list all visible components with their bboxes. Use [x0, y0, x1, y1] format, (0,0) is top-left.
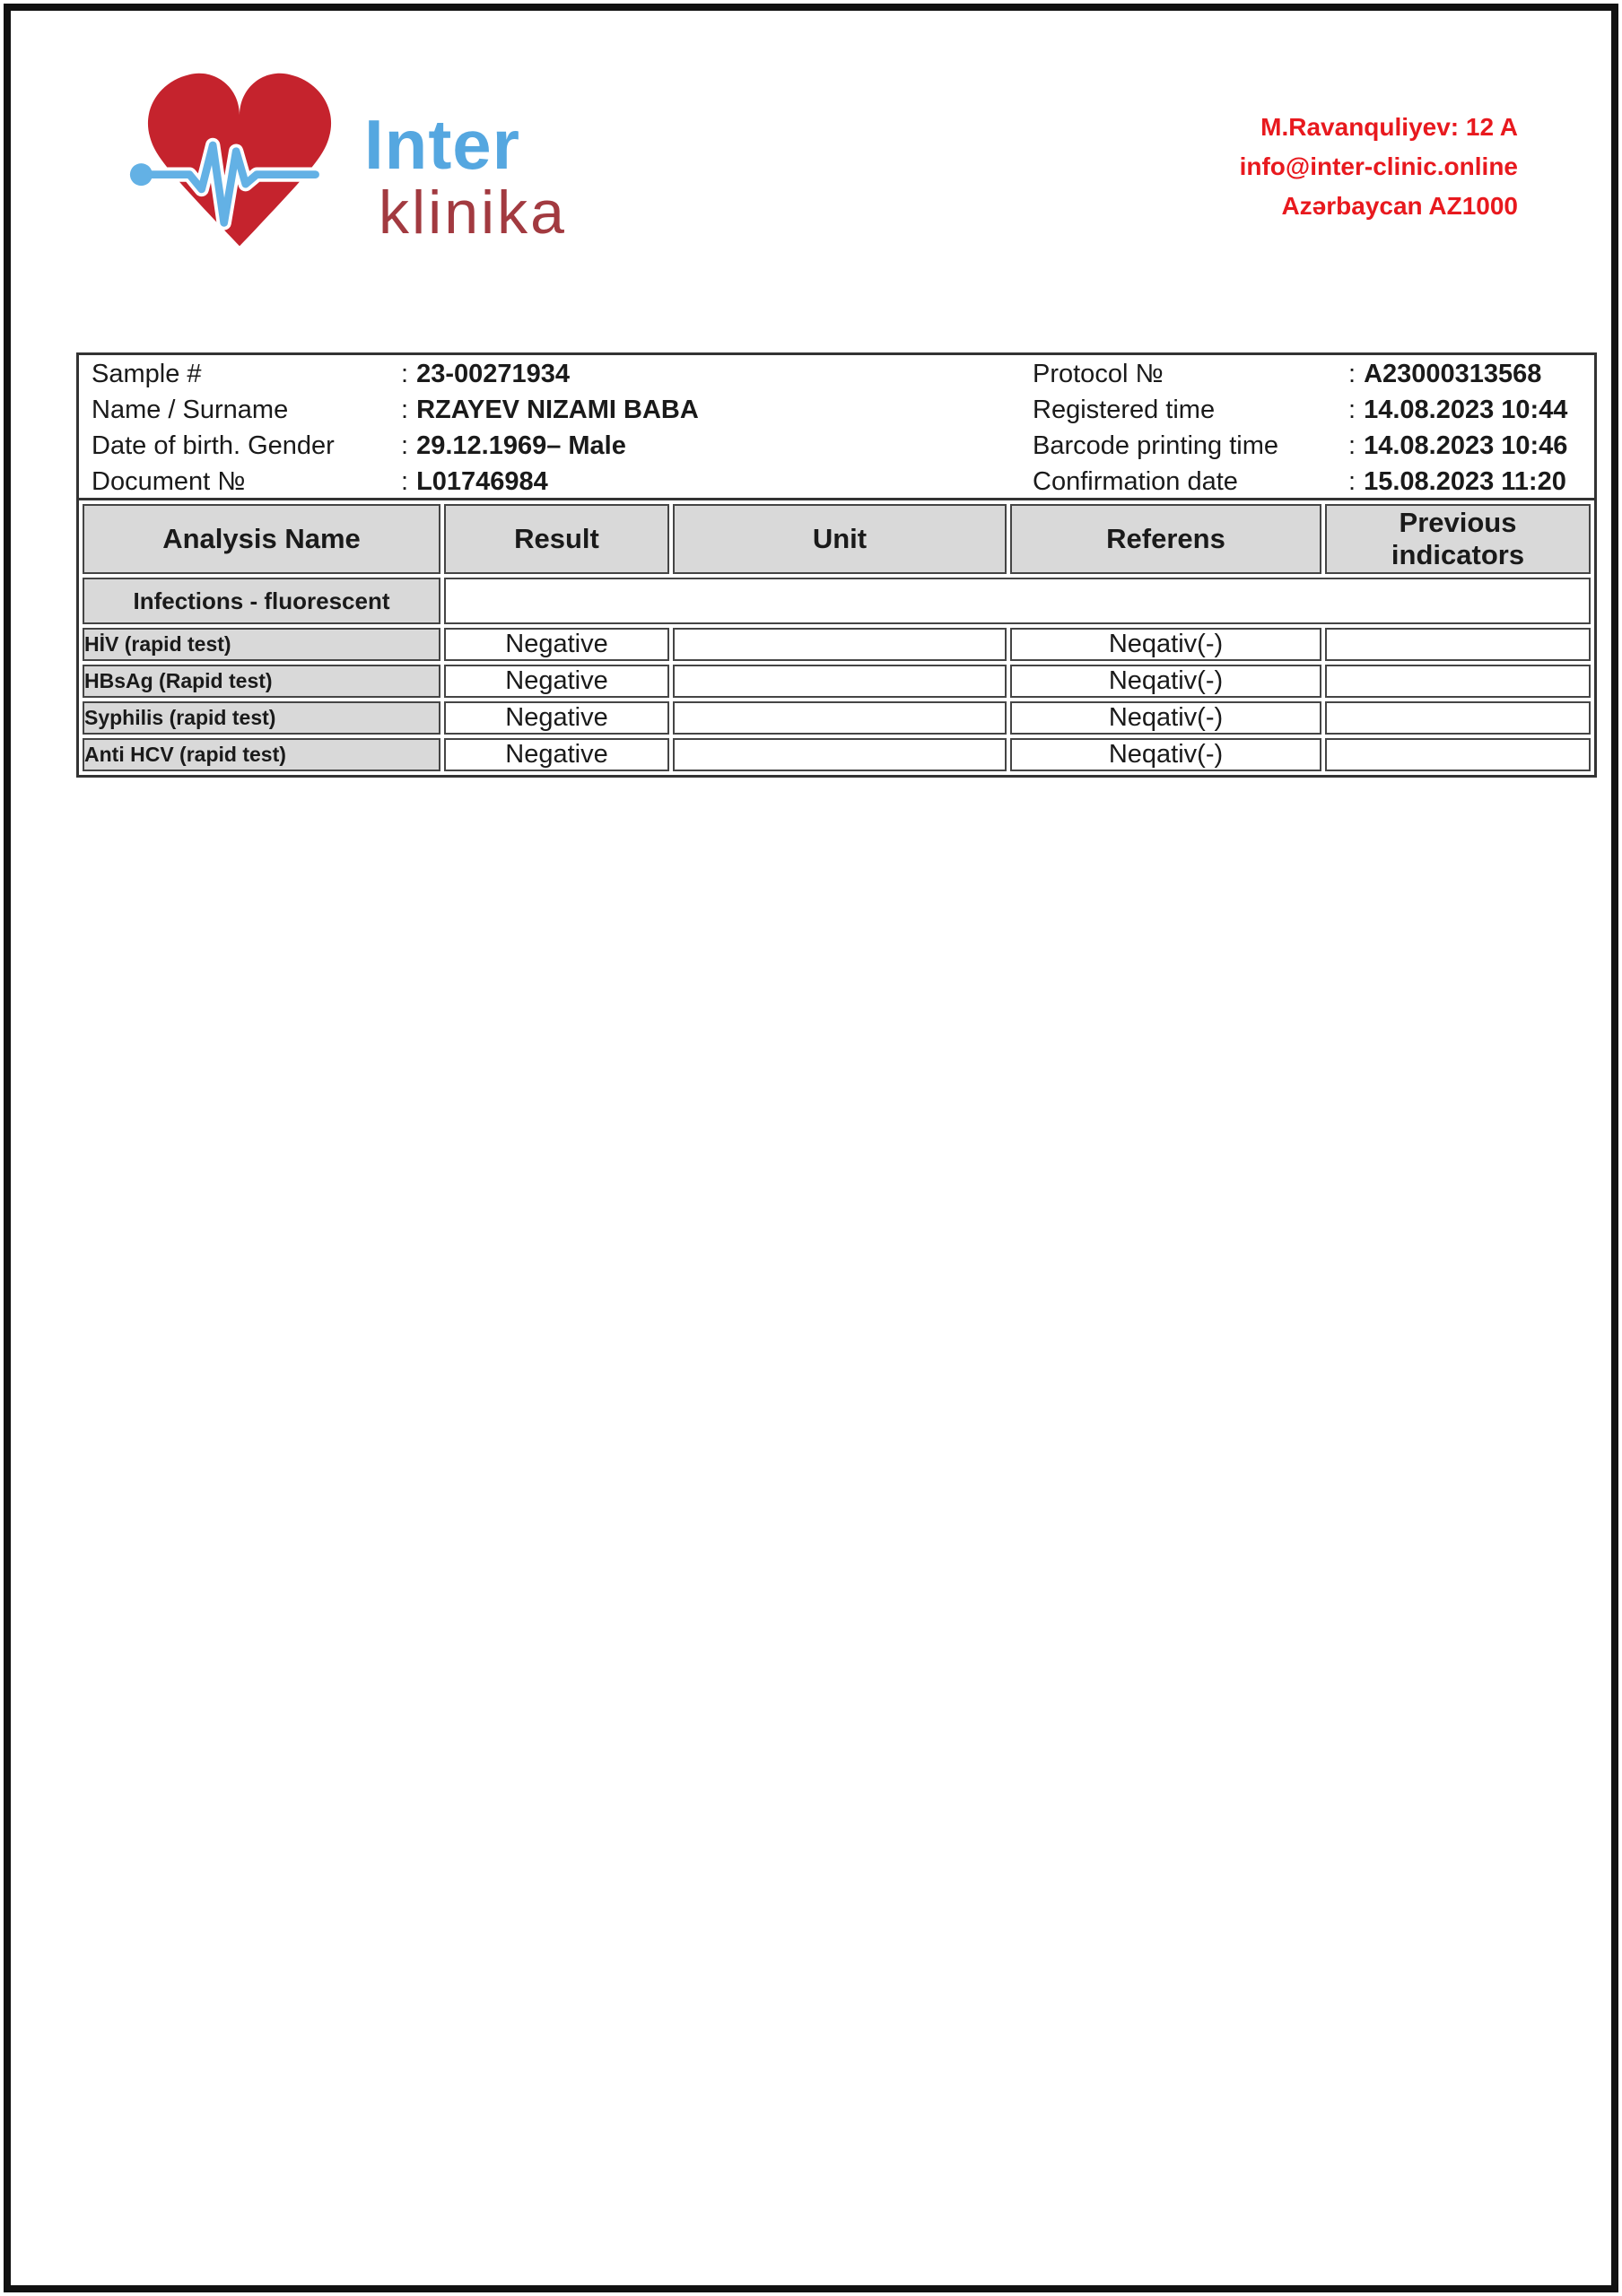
info-label: Confirmation date — [1033, 467, 1238, 496]
section-empty-cell — [444, 578, 1591, 624]
analysis-name-cell: Anti HCV (rapid test) — [83, 738, 440, 771]
info-row-registered-time — [1033, 392, 1594, 428]
heart-ekg-icon — [127, 59, 352, 273]
referens-cell: Neqativ(-) — [1010, 665, 1321, 698]
info-colon: : — [1348, 467, 1356, 496]
info-label: Sample # — [92, 360, 202, 388]
table-row — [83, 701, 1591, 735]
previous-indicators-cell — [1325, 628, 1591, 661]
info-row-sample-number — [92, 356, 1016, 392]
info-value: 15.08.2023 11:20 — [1364, 467, 1566, 496]
info-colon: : — [401, 396, 409, 424]
previous-indicators-cell — [1325, 701, 1591, 735]
unit-cell — [673, 628, 1007, 661]
info-value: 14.08.2023 10:46 — [1364, 431, 1568, 460]
clinic-logo-text — [364, 59, 567, 246]
info-row-protocol-number — [1033, 356, 1594, 392]
info-label: Registered time — [1033, 396, 1216, 424]
info-label: Protocol № — [1033, 360, 1164, 388]
column-header-previous-indicators: Previous indicators — [1325, 504, 1591, 574]
info-value: RZAYEV NIZAMI BABA — [416, 396, 699, 424]
info-row-confirmation-date — [1033, 464, 1594, 500]
analysis-name-cell: HBsAg (Rapid test) — [83, 665, 440, 698]
info-label: Barcode printing time — [1033, 431, 1279, 460]
info-colon: : — [401, 431, 409, 460]
column-header-result: Result — [444, 504, 669, 574]
info-label: Date of birth. Gender — [92, 431, 335, 460]
table-row — [83, 628, 1591, 661]
brand-name: Inter — [364, 105, 521, 184]
referens-cell: Neqativ(-) — [1010, 701, 1321, 735]
section-title: Infections - fluorescent — [83, 578, 440, 624]
unit-cell — [673, 665, 1007, 698]
page-border-frame — [4, 4, 1618, 2292]
info-value: 14.08.2023 10:44 — [1364, 396, 1568, 424]
info-label: Name / Surname — [92, 396, 289, 424]
info-value: L01746984 — [416, 467, 548, 496]
column-header-referens: Referens — [1010, 504, 1321, 574]
info-colon: : — [401, 360, 409, 388]
info-row-barcode-time — [1033, 428, 1594, 464]
patient-info-box — [76, 352, 1597, 498]
unit-cell — [673, 738, 1007, 771]
info-value: 29.12.1969– Male — [416, 431, 626, 460]
info-colon: : — [1348, 431, 1356, 460]
result-cell: Negative — [444, 628, 669, 661]
table-row — [83, 738, 1591, 771]
result-cell: Negative — [444, 665, 669, 698]
referens-cell: Neqativ(-) — [1010, 628, 1321, 661]
info-value: A23000313568 — [1364, 360, 1542, 388]
column-header-analysis-name: Analysis Name — [83, 504, 440, 574]
analysis-name-cell: HİV (rapid test) — [83, 628, 440, 661]
contact-line-address: M.Ravanquliyev: 12 A — [1260, 113, 1518, 141]
info-label: Document № — [92, 467, 246, 496]
brand-subname: klinika — [379, 178, 567, 247]
previous-indicators-cell — [1325, 665, 1591, 698]
contact-line-email: info@inter-clinic.online — [1239, 152, 1518, 180]
contact-line-country: Azərbaycan AZ1000 — [1281, 192, 1518, 220]
column-header-unit: Unit — [673, 504, 1007, 574]
referens-cell: Neqativ(-) — [1010, 738, 1321, 771]
clinic-logo — [127, 59, 567, 273]
results-table — [76, 498, 1597, 778]
section-header-row — [83, 578, 1591, 624]
info-value: 23-00271934 — [416, 360, 571, 388]
clinic-contact-block — [1240, 108, 1518, 226]
patient-info-left — [79, 356, 1016, 498]
info-row-birth-gender — [92, 428, 1016, 464]
unit-cell — [673, 701, 1007, 735]
analysis-name-cell: Syphilis (rapid test) — [83, 701, 440, 735]
result-cell: Negative — [444, 738, 669, 771]
info-colon: : — [1348, 360, 1356, 388]
info-row-name-surname — [92, 392, 1016, 428]
patient-info-right — [1016, 356, 1594, 498]
table-row — [83, 665, 1591, 698]
info-colon: : — [401, 467, 409, 496]
previous-indicators-cell — [1325, 738, 1591, 771]
result-cell: Negative — [444, 701, 669, 735]
info-row-document-number — [92, 464, 1016, 500]
info-colon: : — [1348, 396, 1356, 424]
table-header-row — [83, 504, 1591, 574]
